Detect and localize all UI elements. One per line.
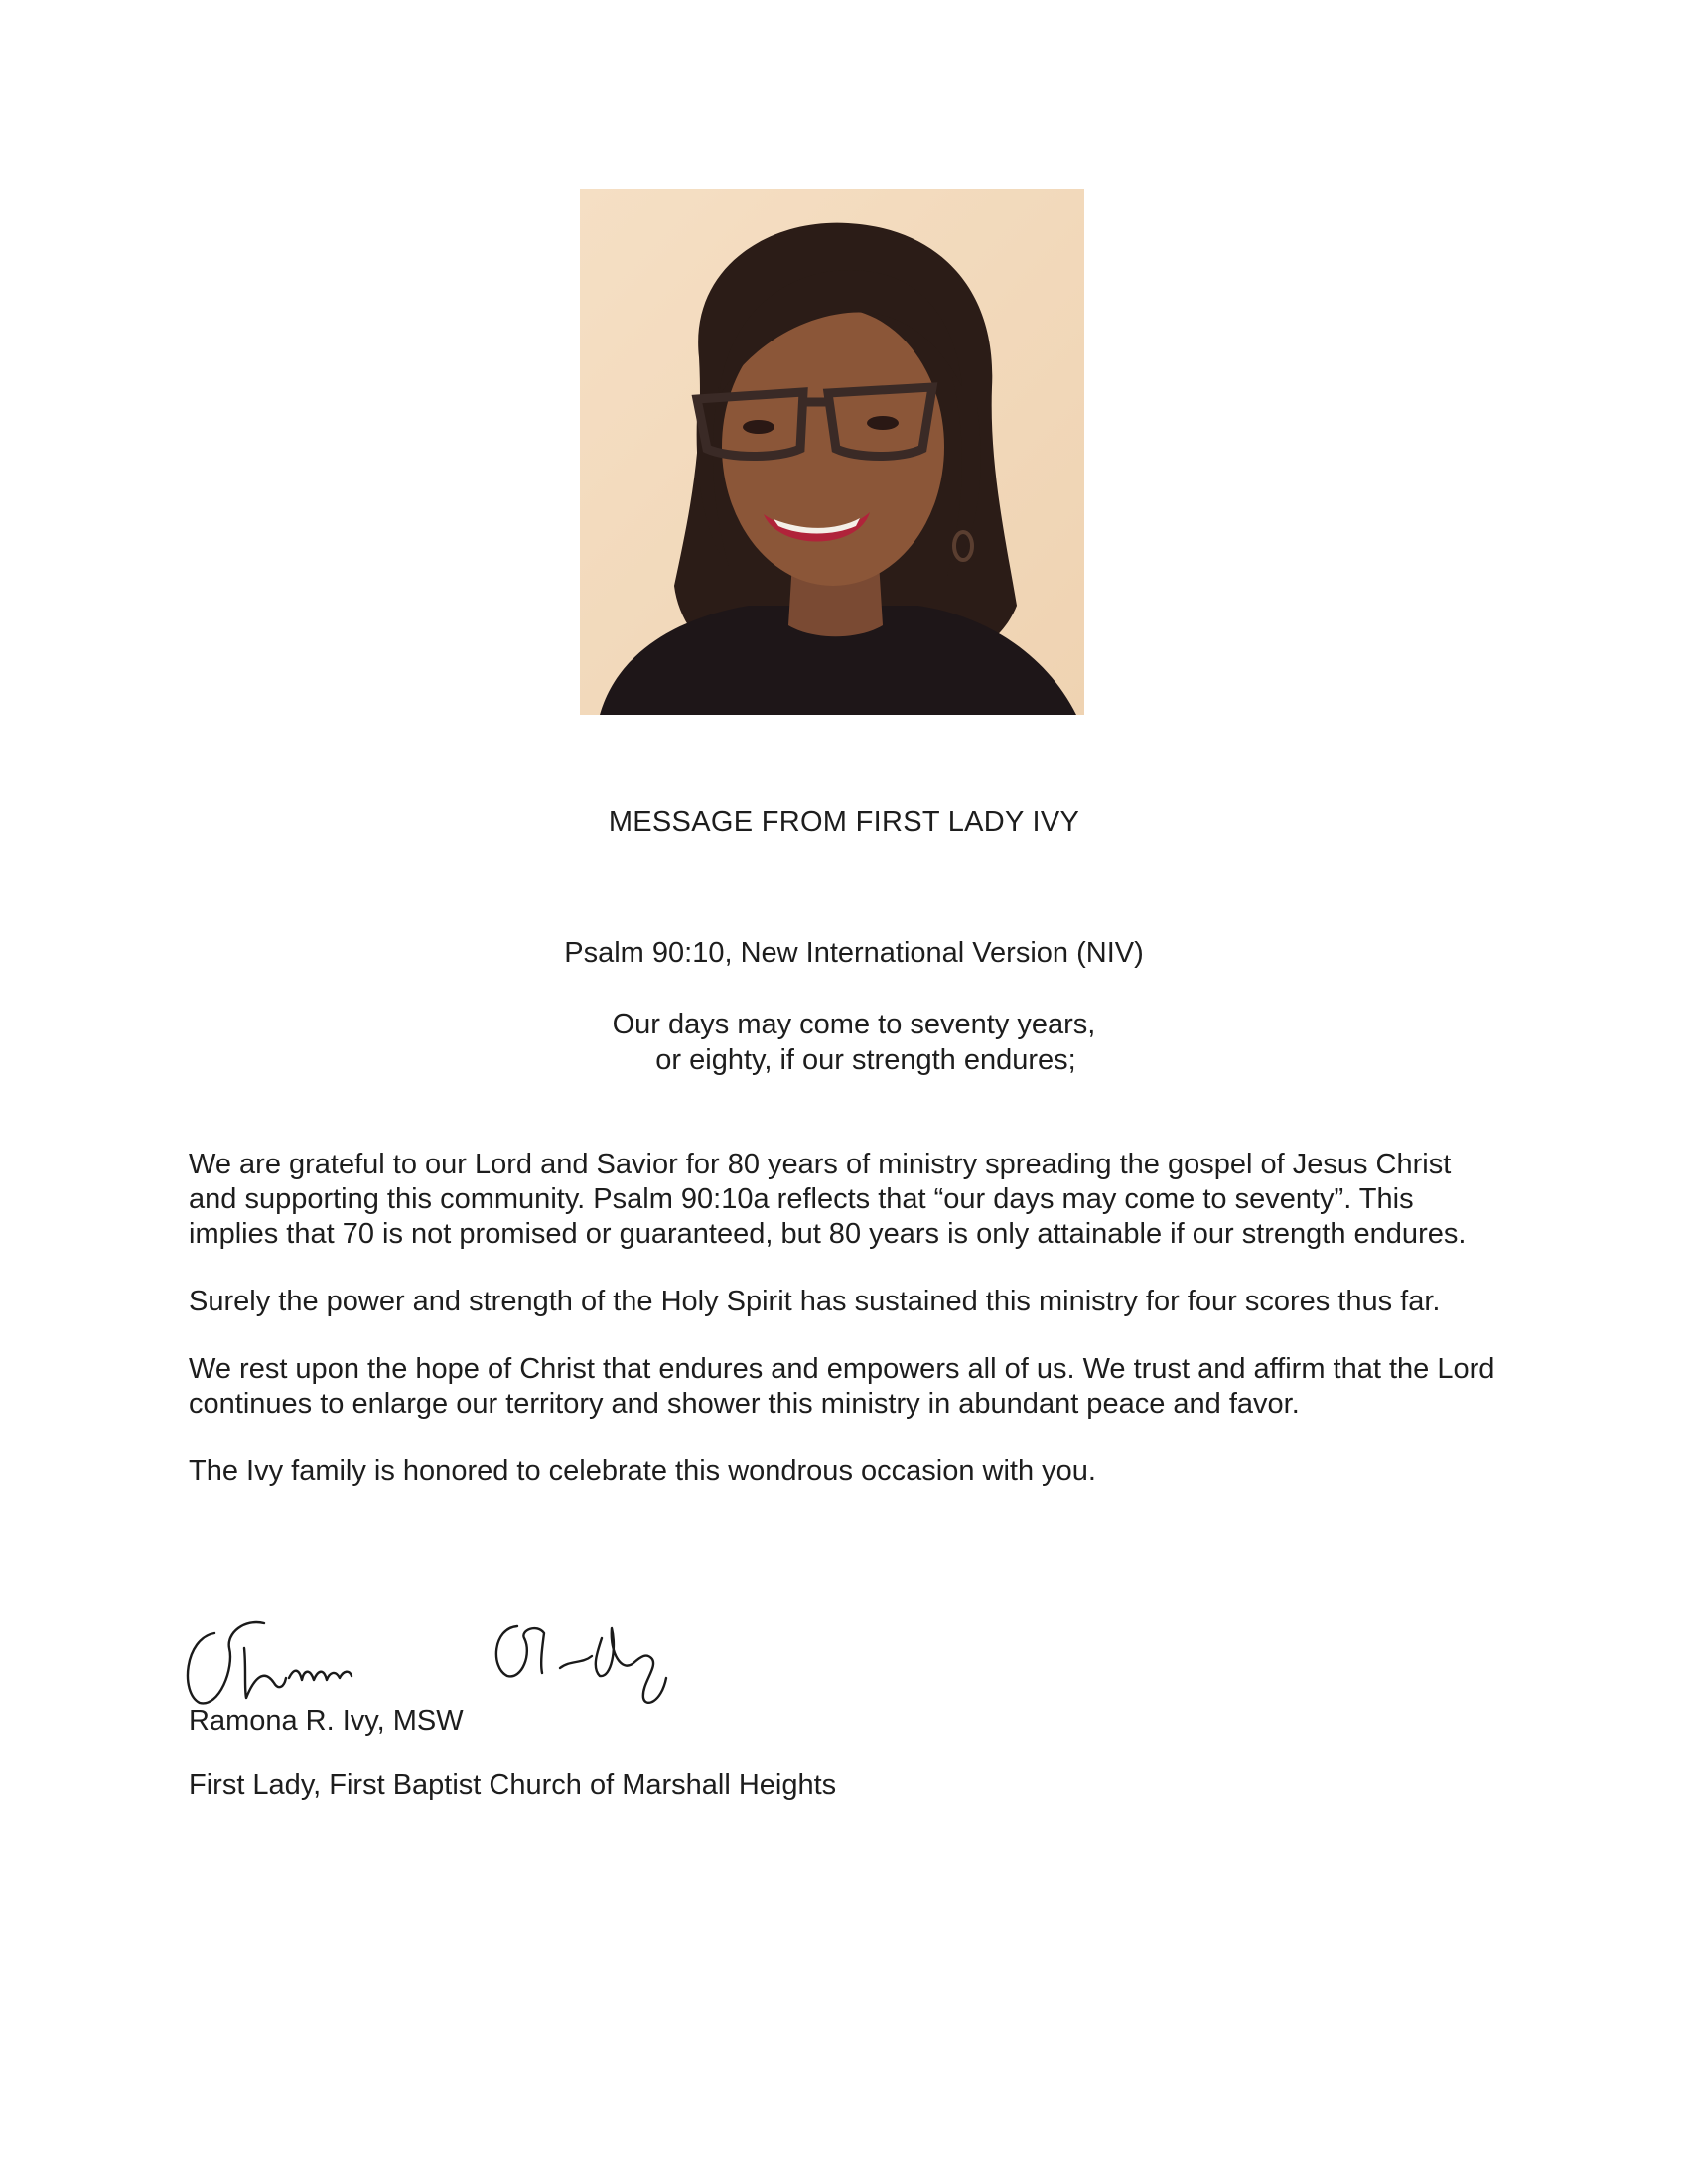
signer-title: First Lady, First Baptist Church of Marshall Heights [189,1769,837,1801]
body-paragraph: We are grateful to our Lord and Savior for 80 years of ministry spreading the gospel of Jesus Christ and supporting this community. Psalm 90:10a reflects that “our days may come to seventy”. This implies that 70 is not promised or guaranteed, but 80 years is only attainable if our strength endures. [189,1149,1467,1250]
body-paragraph: We rest upon the hope of Christ that endures and empowers all of us. We trust and affirm that the Lord continues to enlarge our territory and shower this ministry in abundant peace and favor. [189,1353,1495,1420]
verse-line: or eighty, if our strength endures; [655,1044,1076,1076]
signer-name: Ramona R. Ivy, MSW [189,1706,464,1737]
handwritten-signature [175,1608,751,1717]
letter-body [189,1148,1499,1522]
letter-heading: MESSAGE FROM FIRST LADY IVY [608,806,1080,838]
verse-line: Our days may come to seventy years, [612,1009,1096,1040]
portrait-photo [580,189,1084,715]
body-paragraph: The Ivy family is honored to celebrate this wondrous occasion with you. [189,1455,1096,1487]
scripture-verse [0,1007,1688,1078]
scripture-reference: Psalm 90:10, New International Version (NIV) [564,937,1144,969]
body-paragraph: Surely the power and strength of the Holy Spirit has sustained this ministry for four scores thus far. [189,1286,1441,1317]
